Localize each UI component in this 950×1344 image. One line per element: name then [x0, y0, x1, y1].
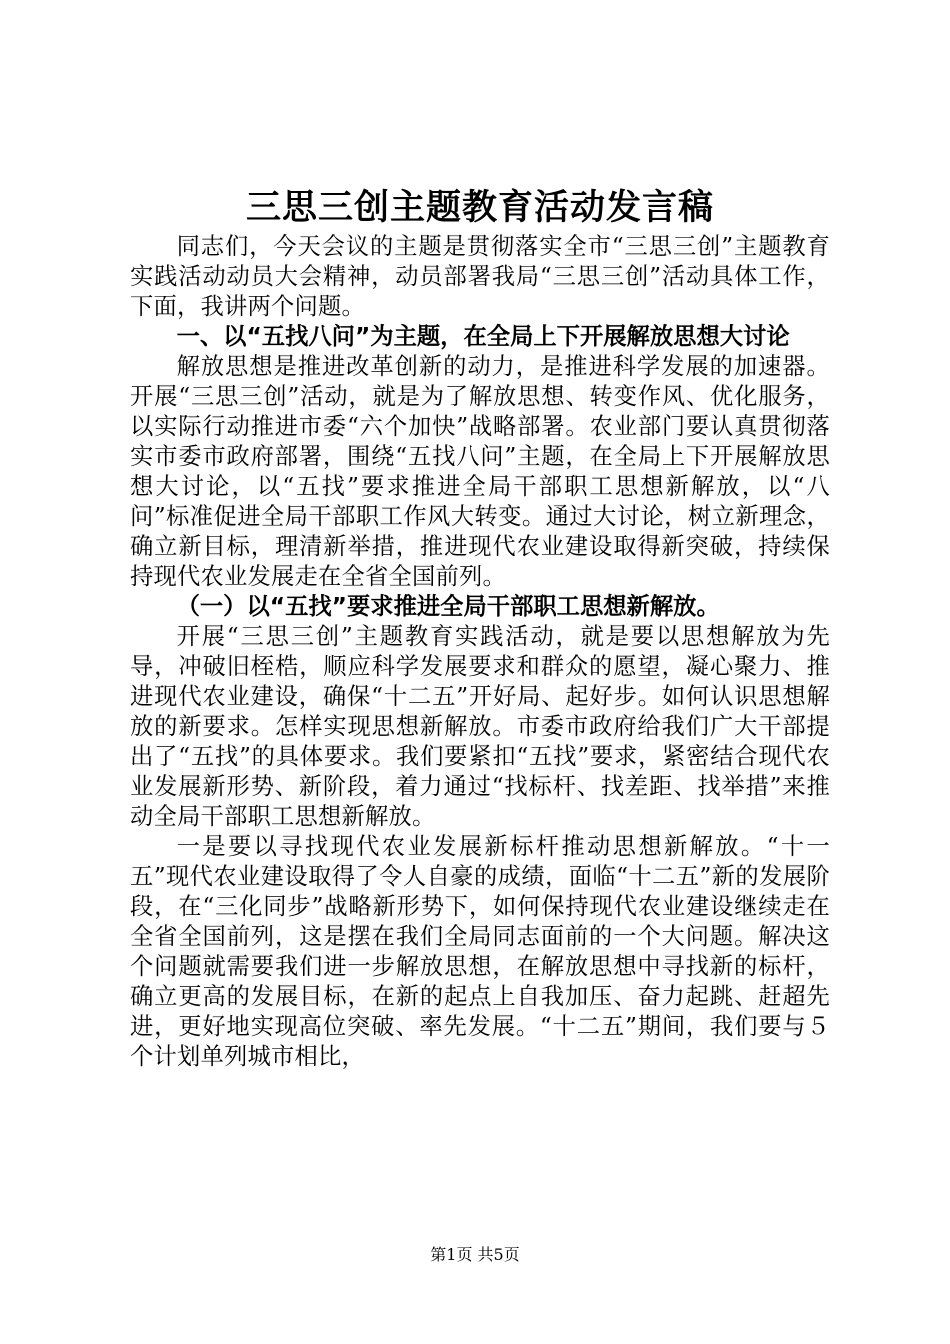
page-footer: 第1页 共5页: [430, 1245, 520, 1264]
paragraph-opening: 同志们，今天会议的主题是贯彻落实全市“三思三创”主题教育实践活动动员大会精神，动员部署我局“三思三创”活动具体工作，下面，我讲两个问题。: [130, 233, 830, 320]
section-heading-1: 一、以“五找八问”为主题，在全局上下开展解放思想大讨论: [176, 323, 790, 350]
subsection-heading-1: （一）以“五找”要求推进全局干部职工思想新解放。: [176, 593, 720, 620]
paragraph-activity: 开展“三思三创”主题教育实践活动，就是要以思想解放为先导，冲破旧桎梏，顺应科学发展要求和群众的愿望，凝心聚力、推进现代农业建设，确保“十二五”开好局、起好步。如何认识思想解放的新要求。怎样实现思想新解放。市委市政府给我们广大干部提出了“五找”的具体要求。我们要紧扣“五找”要求，紧密结合现代农业发展新形势、新阶段，着力通过“找标杆、找差距、找举措”来推动全局干部职工思想新解放。: [130, 623, 830, 830]
document-page: [130, 180, 830, 1072]
paragraph-benchmark: 一是要以寻找现代农业发展新标杆推动思想新解放。“十一五”现代农业建设取得了令人自豪的成绩，面临“十二五”新的发展阶段，在“三化同步”战略新形势下，如何保持现代农业建设继续走在全省全国前列，这是摆在我们全局同志面前的一个大问题。解决这个问题就需要我们进一步解放思想，在解放思想中寻找新的标杆，确立更高的发展目标，在新的起点上自我加压、奋力起跳、赶超先进，更好地实现高位突破、率先发展。“十二五”期间，我们要与５个计划单列城市相比，: [130, 833, 830, 1070]
document-title: 三思三创主题教育活动发言稿: [245, 187, 714, 228]
paragraph-liberation: 解放思想是推进改革创新的动力，是推进科学发展的加速器。开展“三思三创”活动，就是为了解放思想、转变作风、优化服务，以实际行动推进市委“六个加快”战略部署。农业部门要认真贯彻落实市委市政府部署，围绕“五找八问”主题，在全局上下开展解放思想大讨论，以“五找”要求推进全局干部职工思想新解放，以“八问”标准促进全局干部职工作风大转变。通过大讨论，树立新理念，确立新目标，理清新举措，推进现代农业建设取得新突破，持续保持现代农业发展走在全省全国前列。: [130, 353, 830, 590]
